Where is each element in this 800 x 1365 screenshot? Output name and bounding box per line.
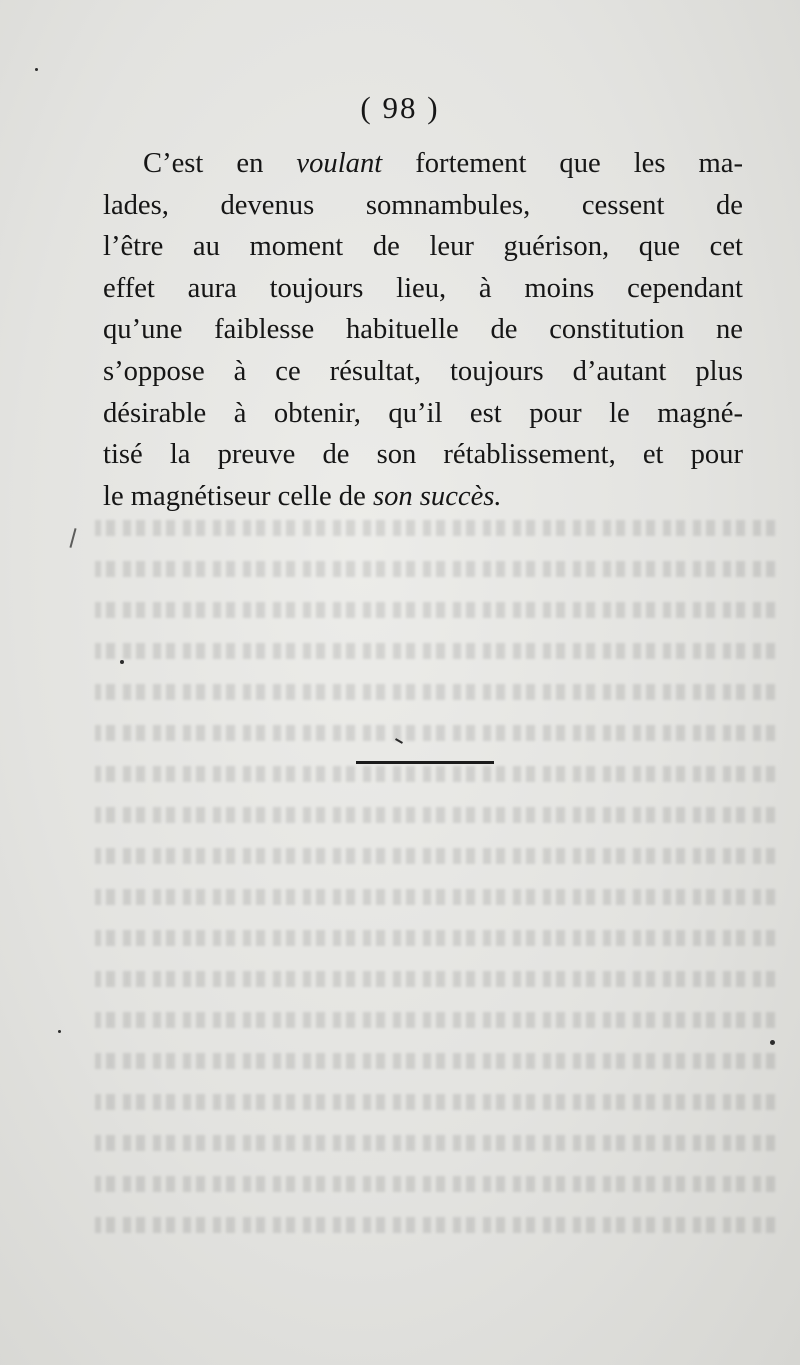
text-line: C’est en voulant fortement que les ma- — [143, 148, 743, 179]
emphasis: son succès. — [372, 480, 502, 512]
text-line: s’oppose à ce résultat, toujours d’autant plus — [103, 355, 743, 387]
ink-speck — [35, 68, 38, 71]
emphasis: voulant — [296, 148, 383, 179]
section-rule — [356, 761, 494, 764]
text-line: tisé la preuve de son rétablissement, et pour — [103, 439, 743, 471]
text-line: l’être au moment de leur guérison, que cet — [103, 231, 743, 263]
show-through-texture — [95, 520, 775, 1280]
text-line: le magnétiseur celle de son succès. — [103, 480, 502, 512]
ink-speck — [120, 660, 124, 664]
margin-mark — [69, 528, 76, 548]
text-line: lades, devenus somnambules, cessent de — [103, 189, 743, 221]
page-number: ( 98 ) — [360, 90, 440, 125]
ink-speck — [770, 1040, 775, 1045]
ink-speck — [58, 1030, 61, 1033]
text-line: désirable à obtenir, qu’il est pour le magné- — [103, 397, 743, 429]
text-line: qu’une faiblesse habituelle de constitution ne — [103, 314, 743, 346]
text-line: effet aura toujours lieu, à moins cependant — [103, 272, 743, 304]
paragraph — [103, 143, 743, 517]
